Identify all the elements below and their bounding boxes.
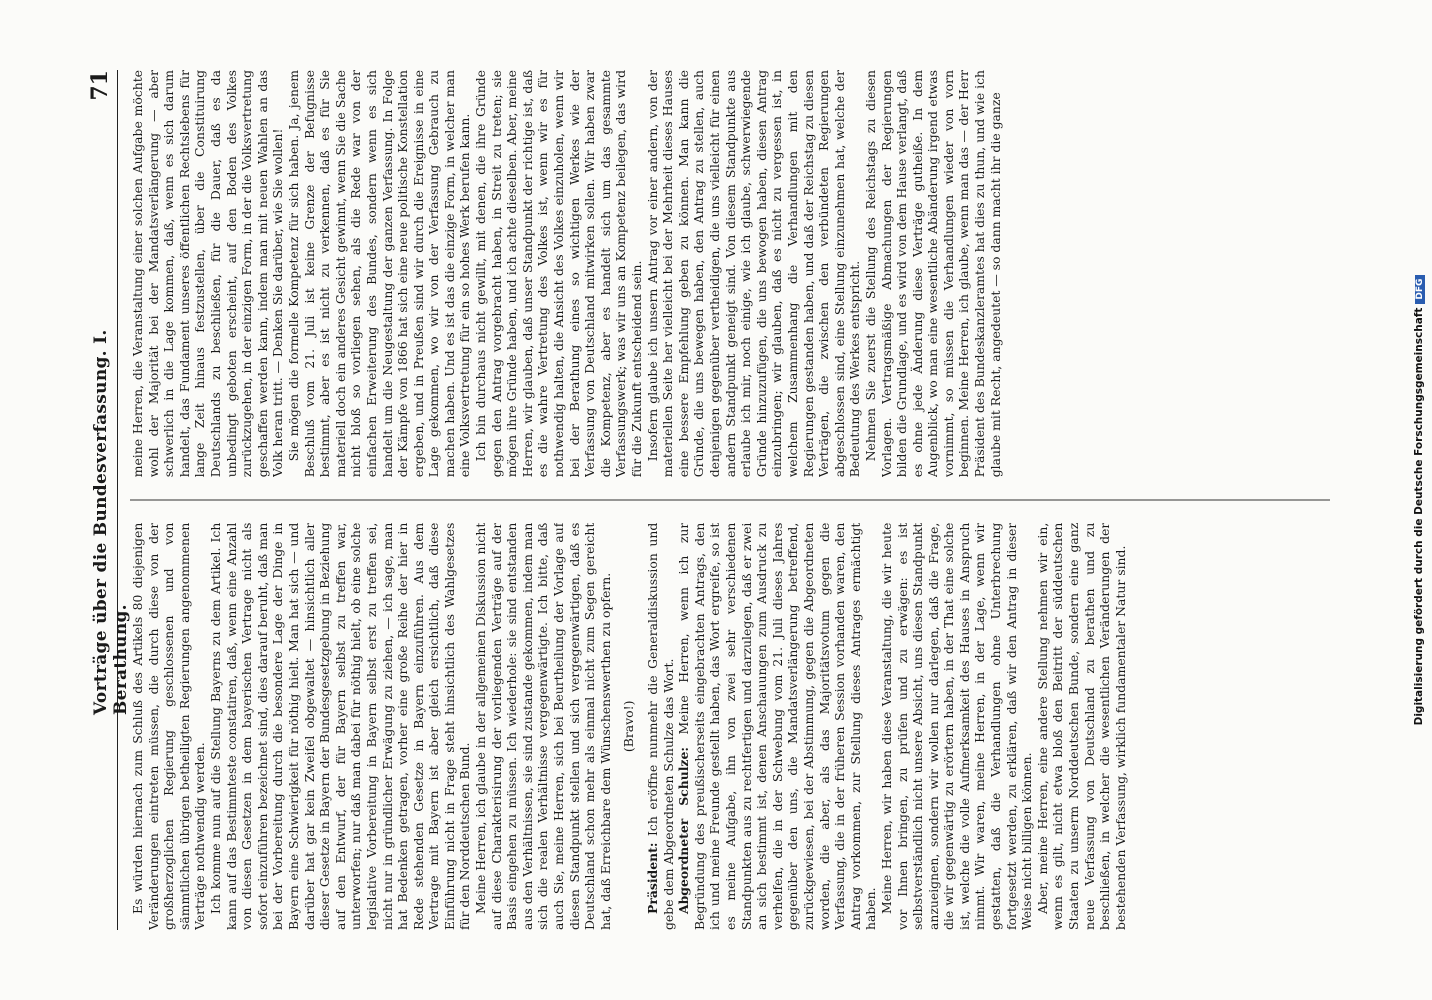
paragraph: Insofern glaube ich unsern Antrag vor einer andern, von der materiellen Seite her vielleicht bei der Mehrheit dieses Hauses eine bessere Empfehlung geben zu können. Man kann die Gründe, die uns bewegen haben, den Antrag zu stellen, auch denjenigen gegenüber vertheidigen, die uns vielleicht für einen andern Standpunkt geneigt sind. Von diesem Standpunkte aus erlaube ich mir, noch einige, wie ich glaube, schwerwiegende Gründe hinzuzufügen, die uns bewogen haben, diesen Antrag einzubringen; wir glauben, daß es nicht zu vergessen ist, in welchem Zusammenhang die Verhandlungen mit den Regierungen gestanden haben, und daß der Reichstag zu diesen Verträgen, die zwischen den verbündeten Regierungen abgeschlossen sind, eine Stellung einzunehmen hat, welche der Bedeutung des Werkes entspricht. — [644, 69, 863, 478]
running-title: Vorträge über die Bundesverfassung. I. Berathung. — [91, 329, 131, 715]
paragraph: Aber, meine Herren, eine andere Stellung nehmen wir ein, wenn es gilt, nicht etwa bloß den Beitritt der süddeutschen Staaten zu unserm Norddeutschen Bunde, sondern eine ganz neue Verfassung von Deutschland zu berathen und zu beschließen, in welcher die wesentlichen Veränderungen der bestehenden Verfassung, wirklich fundamentaler Natur sind. — [1034, 522, 1128, 930]
paragraph: Meine Herren, ich glaube in der allgemeinen Diskussion nicht auf diese Charakterisirung der vorliegenden Verträge auf der Basis eingehen zu müssen. Ich wiederhole: sie sind entstanden aus den Verhältnissen, sie sind zustande gekommen, indem man sich die realen Verhältnisse vergegenwärtigte. Ich bitte, daß auch Sie, meine Herren, sich bei Beurtheilung der Vorlage auf diesen Standpunkt stellen und sich vergegenwärtigen, daß es Deutschland schon mehr als einmal nicht zum Segen gereicht hat, daß Erreichbare dem Wünschenswerthen zu opfern. — [473, 522, 613, 930]
applause-note: (Bravo!) — [621, 700, 637, 753]
paragraph: Ich komme nun auf die Stellung Bayerns zu dem Artikel. Ich kann auf das Bestimmteste constatiren, daß, wenn eine Anzahl von diesen Gesetzen in dem bayerischen Vertrage nicht als sofort einzuführen bezeichnet sind, dies darauf beruht, daß man bei der Vorbereitung durch die besondere Lage der Dinge in Bayern eine Schwierigkeit für nöthig hielt. Man hat sich — und darüber hat gar kein Zweifel obgewaltet — hinsichtlich aller dieser Gesetze in Bayern der Bundesgesetzgebung in Beziehung auf den Entwurf, der für Bayern selbst zu treffen war, unterworfen; nur daß man dabei für nöthig hielt, ob eine solche legislative Vorbereitung in Bayern selbst erst zu treffen sei, nicht nur in gründlicher Erwägung zu ziehen, — ich sage, man hat Bedenken getragen, vorher eine große Reihe der hier in Rede stehenden Gesetze in Bayern einzuführen. Aus dem Vertrage mit Bayern ist aber gleich ersichtlich, daß diese Einführung nicht in Frage steht hinsichtlich des Wahlgesetzes für den Norddeutschen Bund. — [207, 522, 473, 930]
speech-text: Ich eröffne nunmehr die Generaldiskussion und gebe dem Abgeordneten Schulze das Wort. — [645, 522, 676, 930]
rotated-page — [61, 30, 1371, 970]
speaker-label: Präsident: — [645, 842, 660, 914]
text-columns — [130, 70, 1330, 930]
paragraph: Es würden hiernach zum Schluß des Artikels 80 diejenigen Veränderungen eintreten müssen, die durch diese von der großherzoglichen Regierung geschlossenen und von sämmtlichen übrigen betheiligten Regierungen angenommenen Verträge nothwendig werden. — [130, 522, 208, 930]
left-column — [130, 523, 1330, 930]
paragraph: meine Herren, die Veranstaltung einer solchen Aufgabe möchte wohl der Majorität bei der Mandatsverlängerung — aber schwerlich in die Lage kommen, daß, wenn es sich darum handelt, das Fundament unseres öffentlichen Rechtslebens für lange Zeit hinaus festzustellen, über die Constituirung Deutschlands zu beschließen, für die Dauer, daß es da unbedingt geboten erscheint, auf den Boden des Volkes zurückzugehen, in der einzigen Form, in der die Volksvertretung geschaffen werden kann, indem man mit neuen Wahlen an das Volk heran tritt. — Denken Sie darüber, wie Sie wollen! — [130, 69, 286, 478]
credit-text: Digitalisierung gefördert durch die Deutsche Forschungsgemeinschaft — [1413, 307, 1425, 726]
paragraph: Ich bin durchaus nicht gewillt, mit denen, die ihre Gründe gegen den Antrag vorgebracht haben, in Streit zu treten; sie mögen ihre Gründe haben, und ich achte dieselben. Aber, meine Herren, wir glauben, daß unser Standpunkt der richtige ist, daß es die wahre Vertretung des Volkes ist, wenn wir es für nothwendig halten, die Ansicht des Volkes einzuholen, wenn wir bei der Berathung eines so wichtigen Werkes wie der Verfassung von Deutschland mitwirken sollen. Wir haben zwar die Kompetenz, aber es handelt sich um das gesammte Verfassungswerk; was wir uns an Kompetenz beilegen, das wird für die Zukunft entscheidend sein. — [473, 69, 644, 478]
right-column — [130, 70, 1330, 477]
paragraph: Sie mögen die formelle Kompetenz für sich haben. Ja, jenem Beschluß vom 21. Juli ist keine Grenze der Befugnisse bestimmt, aber es ist nicht zu verkennen, daß es für Sie materiell doch ein anderes Gesicht gewinnt, wenn Sie die Sache nicht bloß so vorliegen sehen, als die Rede war von der einfachen Erweiterung des Bundes, sondern wenn es sich handelt um die Neugestaltung der ganzen Verfassung. In Folge der Kämpfe von 1866 hat sich eine neue politische Konstellation ergeben, und in Preußen sind wir durch die Ereignisse in eine Lage gekommen, wo wir von der Verfassung Gebrauch zu machen haben. Und es ist das die einzige Form, in welcher man eine Volksvertretung für ein so hohes Werk berufen kann. — [285, 69, 473, 478]
speech-text: Meine Herren, wenn ich zur Begründung des preußischerseits eingebrachten Antrags, den ich und meine Freunde gestellt haben, das Wort ergreife, so ist es meine Aufgabe, ihn von zwei sehr verschiedenen Standpunkten aus zu rechtfertigen und darzulegen, daß er zwei an sich bestimmt ist, denen Anschauungen zum Ausdruck zu verhelfen, die in der Schwebung vom 21. Juli dieses Jahres gegenüber den uns, die Mandatsverlängerung betreffend, zurückgewiesen, bei der Abstimmung, gegen die Abgeordneten worden, die aber, als das Majoritätsvotum gegen die Verfassung, die in der früheren Session vorhanden waren, den Antrag vorkommen, zur Stellung dieses Antrages ermächtigt haben. — [676, 522, 879, 930]
page-header — [87, 70, 131, 930]
paragraph-president — [645, 523, 676, 930]
credit-line — [1413, 10, 1425, 990]
paragraph: Nehmen Sie zuerst die Stellung des Reichstags zu diesen Vorlagen. Vertragsmäßige Abmachungen der Regierungen bilden die Grundlage, und es wird von dem Hause verlangt, daß es ohne jede Änderung diese Verträge gutheiße. In dem Augenblick, wo man eine wesentliche Abänderung irgend etwas vornimmt, so müssen die Verhandlungen wieder von vorn beginnen. Meine Herren, ich glaube, wenn man das — der Herr Präsident des Bundeskanzleramtes hat dies zu thun, und wie ich glaube mit Recht, angedeutet — so dann macht ihr die ganze — [862, 69, 1003, 478]
dfg-logo: DFG — [1415, 275, 1425, 304]
column-divider — [130, 499, 1330, 500]
speaker-label: Abgeordneter Schulze: — [676, 747, 692, 914]
paragraph-schulze — [676, 523, 879, 930]
page-number: 71 — [87, 70, 113, 101]
digitization-credit — [1410, 10, 1428, 990]
paragraph: Meine Herren, wir haben diese Veranstaltung, die wir heute vor Ihnen bringen, zu prüfen und zu erwägen: es ist selbstverständlich nicht unsere Absicht, uns diesen Standpunkt anzueignen, sondern wir wollen nur darlegen, daß die Frage, die wir gegenwärtig zu erörtern haben, in der That eine solche ist, welche die volle Aufmerksamkeit des Hauses in Anspruch nimmt. Wir waren, meine Herren, in der Lage, wenn wir gestatten, daß die Verhandlungen ohne Unterbrechung fortgesetzt werden, zu erklären, daß wir den Antrag in dieser Weise nicht billigen können. — [878, 522, 1035, 930]
